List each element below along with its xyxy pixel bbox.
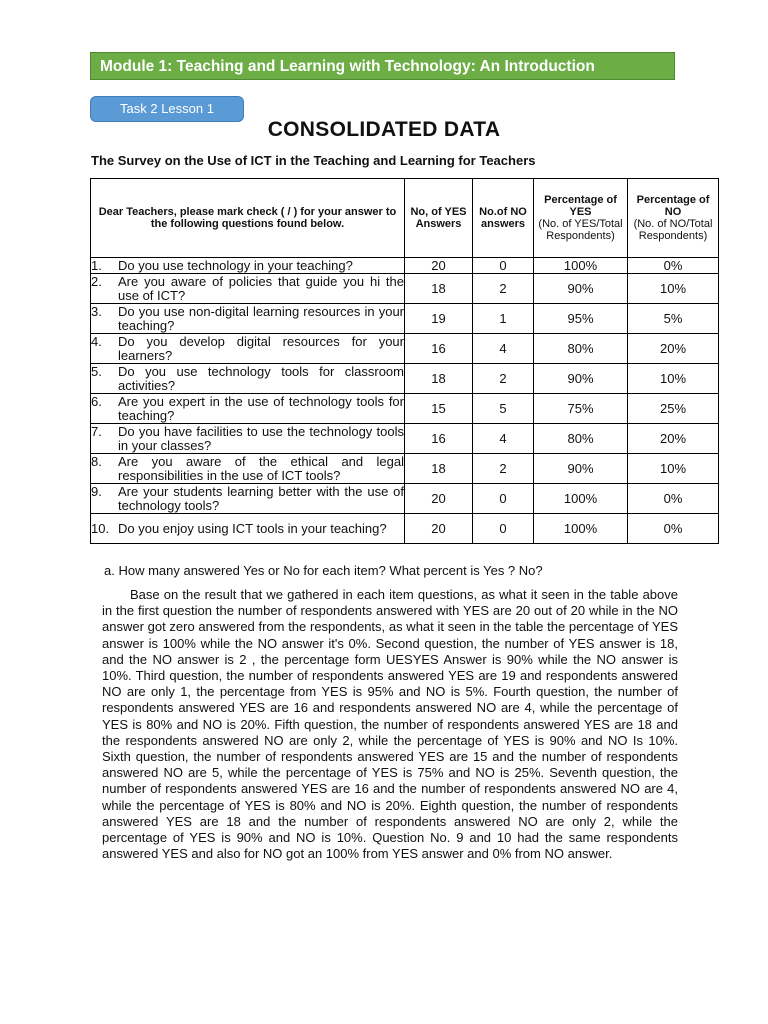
- question-text: Are you aware of the ethical and legal responsibilities in the use of ICT tools?: [118, 453, 404, 483]
- question-number: 8.: [91, 453, 102, 469]
- question-number: 5.: [91, 363, 102, 379]
- no-count-cell: 4: [473, 424, 534, 454]
- question-number: 1.: [91, 257, 102, 273]
- table-row: [91, 274, 719, 304]
- question-text: Do you have facilities to use the technology tools in your classes?: [118, 423, 404, 453]
- question-a: a. How many answered Yes or No for each item? What percent is Yes ? No?: [104, 563, 543, 578]
- table-row: [91, 304, 719, 334]
- question-number: 2.: [91, 273, 102, 289]
- question-number: 9.: [91, 483, 102, 499]
- percent-no-cell: 20%: [628, 424, 719, 454]
- header-instruction: Dear Teachers, please mark check ( / ) for your answer to the following questions found below.: [91, 179, 405, 258]
- yes-count-cell: 15: [405, 394, 473, 424]
- question-text: Are your students learning better with the use of technology tools?: [118, 483, 404, 513]
- percent-no-cell: 5%: [628, 304, 719, 334]
- table-row: [91, 514, 719, 544]
- table-header-row: [91, 179, 719, 258]
- percent-yes-cell: 90%: [534, 454, 628, 484]
- header-percent-yes: [534, 179, 628, 258]
- header-percent-no-sub: (No. of NO/Total Respondents): [633, 218, 713, 242]
- question-cell: [91, 484, 405, 514]
- task-badge: Task 2 Lesson 1: [90, 96, 244, 122]
- percent-yes-cell: 90%: [534, 364, 628, 394]
- table-row: [91, 394, 719, 424]
- question-number: 4.: [91, 333, 102, 349]
- question-text: Do you use non-digital learning resources in your teaching?: [118, 303, 404, 333]
- table-row: [91, 364, 719, 394]
- percent-yes-cell: 95%: [534, 304, 628, 334]
- percent-no-cell: 25%: [628, 394, 719, 424]
- no-count-cell: 0: [473, 258, 534, 274]
- percent-yes-cell: 90%: [534, 274, 628, 304]
- percent-no-cell: 0%: [628, 258, 719, 274]
- percent-yes-cell: 100%: [534, 514, 628, 544]
- no-count-cell: 5: [473, 394, 534, 424]
- question-text: Are you aware of policies that guide you hi the use of ICT?: [118, 273, 404, 303]
- question-cell: [91, 514, 405, 544]
- table-row: [91, 484, 719, 514]
- question-cell: [91, 394, 405, 424]
- header-no-count: No.of NO answers: [473, 179, 534, 258]
- analysis-paragraph: Base on the result that we gathered in each item questions, as what it seen in the table above in the first question the number of respondents answered with YES are 20 out of 20 while in the NO answer got zero answered from the respondents, as what it seen in the table the percentage of YES answer is 100% while the NO answer it's 0%. Second question, the number of YES answer is 18, and the NO answer is 2 , the percentage form UESYES Answer is 90% while the NO answer is 10%. Third question, the number of respondents answered YES are 19 and respondents answered NO are only 1, the percentage from YES is 95% and NO is 5%. Fourth question, the number of respondents answered YES are 16 and respondents answered NO are 4, while the percentage of YES is 80% and NO is 20%. Fifth question, the number of respondents answered YES are 18 and the respondents answered NO are only 2, while the percentage of YES is 90% and NO Is 10%. Sixth question, the number of respondents answered YES are 15 and the number of respondents answered NO are 5, while the percentage of YES is 75% and NO is 25%. Seventh question, the number of respondents answered YES are 16 and the number of respondents answered NO are 4, while the percentage of YES is 80% and NO is 20%. Eighth question, the number of respondents answered YES are 18 and the number of respondents answered NO are only 2, while the percentage of YES is 90% and NO is 10%. Question No. 9 and 10 had the same respondents answered YES and also for NO got an 100% from YES answer and 0% from NO answer.: [102, 587, 678, 862]
- yes-count-cell: 18: [405, 274, 473, 304]
- percent-yes-cell: 80%: [534, 334, 628, 364]
- percent-no-cell: 0%: [628, 484, 719, 514]
- yes-count-cell: 18: [405, 364, 473, 394]
- no-count-cell: 0: [473, 514, 534, 544]
- question-number: 10.: [91, 520, 110, 536]
- table-row: [91, 424, 719, 454]
- yes-count-cell: 20: [405, 258, 473, 274]
- percent-no-cell: 20%: [628, 334, 719, 364]
- question-number: 7.: [91, 423, 102, 439]
- question-text: Do you enjoy using ICT tools in your teaching?: [118, 520, 387, 536]
- percent-no-cell: 10%: [628, 454, 719, 484]
- question-text: Are you expert in the use of technology tools for teaching?: [118, 393, 404, 423]
- question-cell: [91, 258, 405, 274]
- question-cell: [91, 364, 405, 394]
- question-cell: [91, 304, 405, 334]
- yes-count-cell: 18: [405, 454, 473, 484]
- question-text: Do you use technology tools for classroom activities?: [118, 363, 404, 393]
- percent-yes-cell: 100%: [534, 258, 628, 274]
- yes-count-cell: 19: [405, 304, 473, 334]
- header-percent-yes-sub: (No. of YES/Total Respondents): [538, 218, 623, 242]
- yes-count-cell: 16: [405, 334, 473, 364]
- question-number: 6.: [91, 393, 102, 409]
- yes-count-cell: 20: [405, 484, 473, 514]
- no-count-cell: 2: [473, 454, 534, 484]
- header-percent-no: [628, 179, 719, 258]
- percent-no-cell: 10%: [628, 274, 719, 304]
- yes-count-cell: 20: [405, 514, 473, 544]
- no-count-cell: 4: [473, 334, 534, 364]
- question-text: Do you use technology in your teaching?: [118, 257, 353, 273]
- question-cell: [91, 334, 405, 364]
- survey-table: [90, 178, 719, 544]
- percent-yes-cell: 100%: [534, 484, 628, 514]
- question-cell: [91, 424, 405, 454]
- yes-count-cell: 16: [405, 424, 473, 454]
- question-text: Do you develop digital resources for your learners?: [118, 333, 404, 363]
- table-row: [91, 454, 719, 484]
- no-count-cell: 2: [473, 274, 534, 304]
- survey-title: The Survey on the Use of ICT in the Teaching and Learning for Teachers: [91, 153, 536, 168]
- header-yes-count: No, of YES Answers: [405, 179, 473, 258]
- header-percent-yes-title: Percentage of YES: [544, 194, 617, 218]
- question-number: 3.: [91, 303, 102, 319]
- no-count-cell: 1: [473, 304, 534, 334]
- table-row: [91, 258, 719, 274]
- no-count-cell: 2: [473, 364, 534, 394]
- no-count-cell: 0: [473, 484, 534, 514]
- percent-no-cell: 0%: [628, 514, 719, 544]
- percent-no-cell: 10%: [628, 364, 719, 394]
- module-banner: Module 1: Teaching and Learning with Technology: An Introduction: [90, 52, 675, 80]
- question-cell: [91, 454, 405, 484]
- question-cell: [91, 274, 405, 304]
- header-percent-no-title: Percentage of NO: [636, 194, 710, 218]
- table-row: [91, 334, 719, 364]
- percent-yes-cell: 80%: [534, 424, 628, 454]
- percent-yes-cell: 75%: [534, 394, 628, 424]
- page-title: CONSOLIDATED DATA: [267, 118, 501, 141]
